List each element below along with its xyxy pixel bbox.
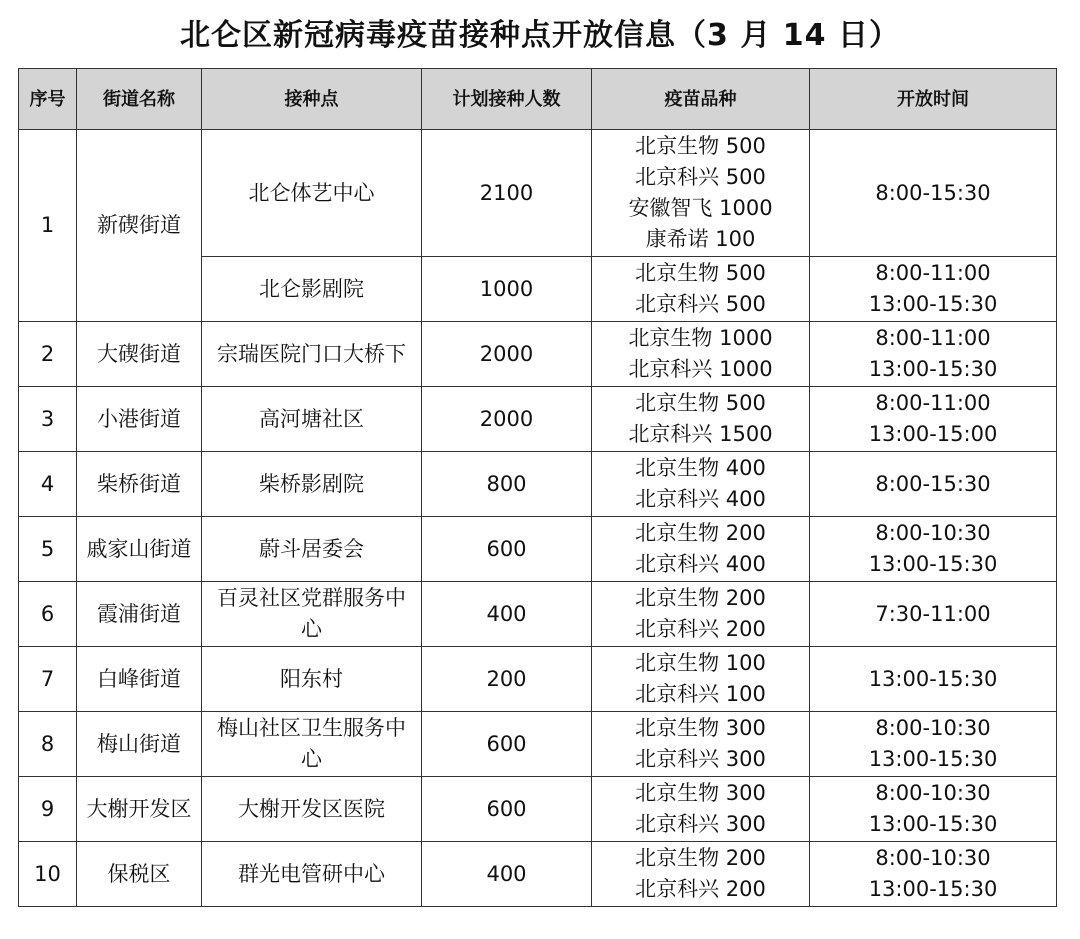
cell-no: 4	[19, 452, 77, 517]
cell-site: 梅山社区卫生服务中 心	[202, 712, 422, 777]
cell-plan: 800	[422, 452, 592, 517]
cell-plan: 2000	[422, 322, 592, 387]
cell-street: 小港街道	[77, 387, 202, 452]
header-row	[19, 69, 1057, 130]
cell-no: 1	[19, 130, 77, 322]
cell-street: 柴桥街道	[77, 452, 202, 517]
cell-hours: 8:00-10:30 13:00-15:30	[810, 842, 1057, 907]
cell-no: 6	[19, 582, 77, 647]
cell-vaccine: 北京生物 500 北京科兴 1500	[592, 387, 810, 452]
cell-hours: 8:00-11:00 13:00-15:00	[810, 387, 1057, 452]
table-row	[19, 842, 1057, 907]
cell-site: 蔚斗居委会	[202, 517, 422, 582]
vaccination-table	[18, 68, 1057, 907]
cell-no: 9	[19, 777, 77, 842]
cell-hours: 8:00-11:00 13:00-15:30	[810, 322, 1057, 387]
cell-plan: 600	[422, 517, 592, 582]
cell-site: 群光电管研中心	[202, 842, 422, 907]
cell-hours: 8:00-10:30 13:00-15:30	[810, 712, 1057, 777]
cell-street: 梅山街道	[77, 712, 202, 777]
cell-street: 戚家山街道	[77, 517, 202, 582]
cell-street: 大碶街道	[77, 322, 202, 387]
cell-no: 2	[19, 322, 77, 387]
header-street: 街道名称	[77, 69, 202, 130]
cell-vaccine: 北京生物 1000 北京科兴 1000	[592, 322, 810, 387]
header-site: 接种点	[202, 69, 422, 130]
cell-no: 3	[19, 387, 77, 452]
cell-site: 柴桥影剧院	[202, 452, 422, 517]
cell-plan: 200	[422, 647, 592, 712]
cell-site: 阳东村	[202, 647, 422, 712]
cell-plan: 400	[422, 842, 592, 907]
table-row	[19, 582, 1057, 647]
cell-street: 新碶街道	[77, 130, 202, 322]
cell-hours: 13:00-15:30	[810, 647, 1057, 712]
cell-hours: 7:30-11:00	[810, 582, 1057, 647]
cell-no: 5	[19, 517, 77, 582]
table-row	[19, 387, 1057, 452]
table-row	[19, 452, 1057, 517]
cell-site: 北仑影剧院	[202, 257, 422, 322]
cell-no: 7	[19, 647, 77, 712]
cell-plan: 2100	[422, 130, 592, 257]
cell-no: 10	[19, 842, 77, 907]
cell-site: 北仑体艺中心	[202, 130, 422, 257]
cell-vaccine: 北京生物 200 北京科兴 200	[592, 842, 810, 907]
table-row	[19, 130, 1057, 257]
cell-vaccine: 北京生物 200 北京科兴 400	[592, 517, 810, 582]
cell-vaccine: 北京生物 500 北京科兴 500	[592, 257, 810, 322]
header-hours: 开放时间	[810, 69, 1057, 130]
cell-street: 保税区	[77, 842, 202, 907]
cell-hours: 8:00-10:30 13:00-15:30	[810, 517, 1057, 582]
table-row	[19, 647, 1057, 712]
cell-vaccine: 北京生物 300 北京科兴 300	[592, 712, 810, 777]
cell-vaccine: 北京生物 200 北京科兴 200	[592, 582, 810, 647]
cell-site: 高河塘社区	[202, 387, 422, 452]
cell-street: 白峰街道	[77, 647, 202, 712]
cell-vaccine: 北京生物 100 北京科兴 100	[592, 647, 810, 712]
cell-vaccine: 北京生物 500 北京科兴 500 安徽智飞 1000 康希诺 100	[592, 130, 810, 257]
cell-vaccine: 北京生物 300 北京科兴 300	[592, 777, 810, 842]
cell-street: 大榭开发区	[77, 777, 202, 842]
cell-vaccine: 北京生物 400 北京科兴 400	[592, 452, 810, 517]
cell-hours: 8:00-11:00 13:00-15:30	[810, 257, 1057, 322]
cell-site: 百灵社区党群服务中 心	[202, 582, 422, 647]
cell-plan: 2000	[422, 387, 592, 452]
cell-plan: 1000	[422, 257, 592, 322]
page-title: 北仑区新冠病毒疫苗接种点开放信息（3 月 14 日）	[180, 18, 900, 53]
header-plan: 计划接种人数	[422, 69, 592, 130]
cell-hours: 8:00-15:30	[810, 130, 1057, 257]
cell-site: 宗瑞医院门口大桥下	[202, 322, 422, 387]
cell-site: 大榭开发区医院	[202, 777, 422, 842]
cell-plan: 600	[422, 777, 592, 842]
table-row	[19, 777, 1057, 842]
cell-plan: 400	[422, 582, 592, 647]
cell-plan: 600	[422, 712, 592, 777]
cell-street: 霞浦街道	[77, 582, 202, 647]
cell-hours: 8:00-10:30 13:00-15:30	[810, 777, 1057, 842]
cell-hours: 8:00-15:30	[810, 452, 1057, 517]
cell-no: 8	[19, 712, 77, 777]
table-row	[19, 517, 1057, 582]
table-row	[19, 322, 1057, 387]
table-row	[19, 712, 1057, 777]
header-no: 序号	[19, 69, 77, 130]
header-vaccine: 疫苗品种	[592, 69, 810, 130]
